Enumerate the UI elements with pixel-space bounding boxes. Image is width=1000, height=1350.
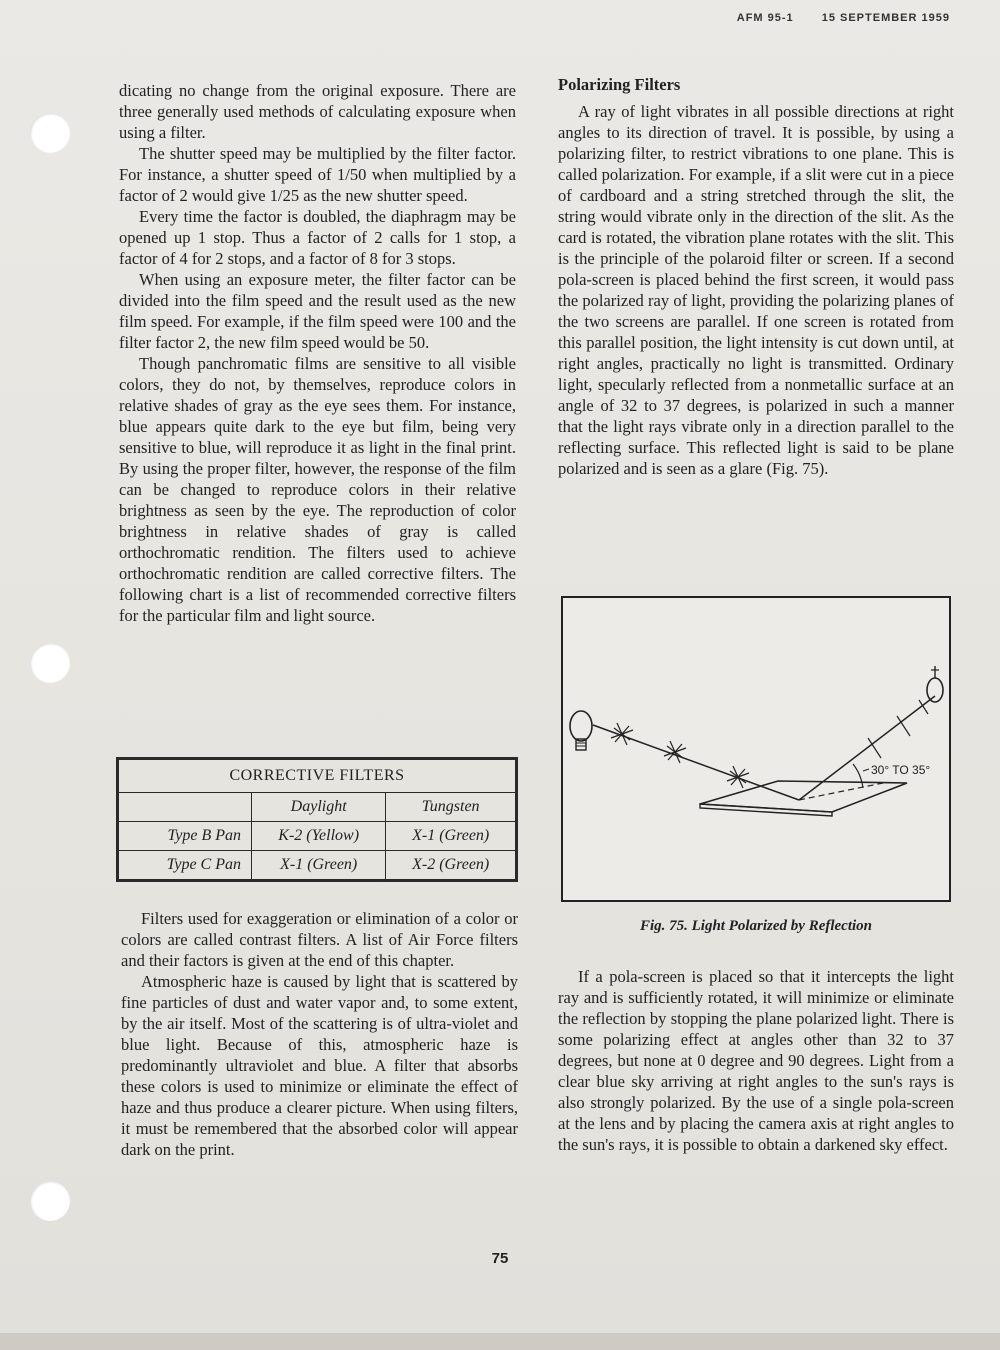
angle-arc [853, 764, 863, 788]
angle-leader [863, 769, 869, 771]
binder-hole-middle [30, 643, 70, 683]
paragraph: A ray of light vibrates in all possible directions at right angles to its direction of travel. It is possible, by using a polarizing filter, to restrict vibrations to one plane. This is called polarization. For example, if a slit were cut in a piece of cardboard and a string stretched through the slit, the string would vibrate only in the direction of the slit. As the card is rotated, the vibration plane rotates with the slit. This is the principle of the polaroid filter or screen. If a second pola-screen is placed behind the first screen, it would pass the polarized ray of light, providing the polarizing planes of the two screens are parallel. If one screen is rotated from this parallel position, the light intensity is cut down until, at right angles, practically no light is transmitted. Ordinary light, specularly reflected from a nonmetallic surface at an angle of 32 to 37 degrees, is polarized in such a manner that the light rays vibrate only in a direction parallel to the reflecting surface. This reflected light is said to be plane polarized and is seen as a glare (Fig. 75). [558, 102, 954, 478]
vibration-star-icon [611, 723, 633, 745]
cell-tungsten: X-1 (Green) [386, 822, 517, 851]
column-header-tungsten: Tungsten [386, 793, 517, 822]
reflected-ray [799, 696, 935, 800]
angle-label: 30° TO 35° [871, 763, 931, 777]
table-row [118, 822, 517, 851]
row-label: Type C Pan [118, 851, 252, 881]
binder-hole-bottom [30, 1181, 70, 1221]
paragraph: The shutter speed may be multiplied by the filter factor. For instance, a shutter speed of 1/50 when multiplied by a factor of 2 would give 1/25 as the new shutter speed. [119, 144, 516, 205]
column-header-daylight: Daylight [252, 793, 386, 822]
incident-ray [593, 725, 799, 800]
paragraph: If a pola-screen is placed so that it intercepts the light ray and is sufficiently rotated, it will minimize or eliminate the reflection by stopping the plane polarized light. There is some polarizing effect at angles other than 32 to 37 degrees, but none at 0 degree and 90 degrees. Light from a clear blue sky arriving at right angles to the sun's rays is also strongly polarized. By the use of a single pola-screen at the lens and by placing the camera axis at right angles to the sun's rays, it is possible to obtain a darkened sky effect. [558, 967, 954, 1154]
page-edge [0, 1333, 1000, 1350]
table-row [118, 851, 517, 881]
table-title: CORRECTIVE FILTERS [118, 759, 517, 793]
paragraph: dicating no change from the original exposure. There are three generally used methods of calculating exposure when using a filter. [119, 81, 516, 142]
left-column [119, 80, 516, 626]
paragraph: Atmospheric haze is caused by light that is scattered by fine particles of dust and water vapor and, to some extent, by the air itself. Most of the scattering is of ultra-violet and blue light. Because of this, atmospheric haze is predominantly ultraviolet and blue. A filter that absorbs these colors is used to minimize or eliminate the effect of haze and thus produce a clearer picture. When using filters, it must be remembered that the absorbed color will appear dark on the print. [121, 972, 518, 1159]
section-heading: Polarizing Filters [558, 75, 681, 94]
right-column [558, 74, 954, 479]
corrective-filters-table [116, 757, 518, 882]
page-number: 75 [491, 1250, 509, 1267]
right-column-lower [558, 966, 954, 1155]
cell-daylight: X-1 (Green) [252, 851, 386, 881]
figure-caption: Fig. 75. Light Polarized by Reflection [639, 918, 873, 934]
binder-hole-top [30, 113, 70, 153]
header-date: 15 SEPTEMBER 1959 [821, 12, 950, 24]
table-corner [118, 793, 252, 822]
cell-tungsten: X-2 (Green) [386, 851, 517, 881]
doc-id: AFM 95-1 [736, 12, 794, 24]
paragraph: Every time the factor is doubled, the diaphragm may be opened up 1 stop. Thus a factor of 2 calls for 1 stop, a factor of 4 for 2 stops, and a factor of 8 for 3 stops. [119, 207, 516, 268]
paragraph: Filters used for exaggeration or elimination of a color or colors are called contrast filters. A list of Air Force filters and their factors is given at the end of this chapter. [121, 909, 518, 970]
paragraph: When using an exposure meter, the filter factor can be divided into the film speed and the result used as the new film speed. For example, if the film speed were 100 and the filter factor 2, the new film speed would be 50. [119, 270, 516, 352]
paragraph: Though panchromatic films are sensitive to all visible colors, they do not, by themselves, reproduce colors in relative shades of gray as the eye sees them. For instance, blue appears quite dark to the eye but film, being very sensitive to blue, will reproduce it as light in the final print. By using the proper filter, however, the response of the film can be changed to reproduce colors in their relative brightness as seen by the eye. The reproduction of color brightness in relative shades of gray is called orthochromatic rendition. The filters used to achieve orthochromatic rendition are called corrective filters. The following chart is a list of recommended corrective filters for the particular film and light source. [119, 354, 516, 625]
running-header [713, 12, 950, 24]
light-bulb-icon [570, 711, 592, 750]
left-column-lower [121, 908, 518, 1160]
figure-75 [561, 596, 951, 902]
row-label: Type B Pan [118, 822, 252, 851]
polarized-reflection-diagram [563, 598, 948, 899]
cell-daylight: K-2 (Yellow) [252, 822, 386, 851]
vibration-star-icon [727, 766, 749, 788]
